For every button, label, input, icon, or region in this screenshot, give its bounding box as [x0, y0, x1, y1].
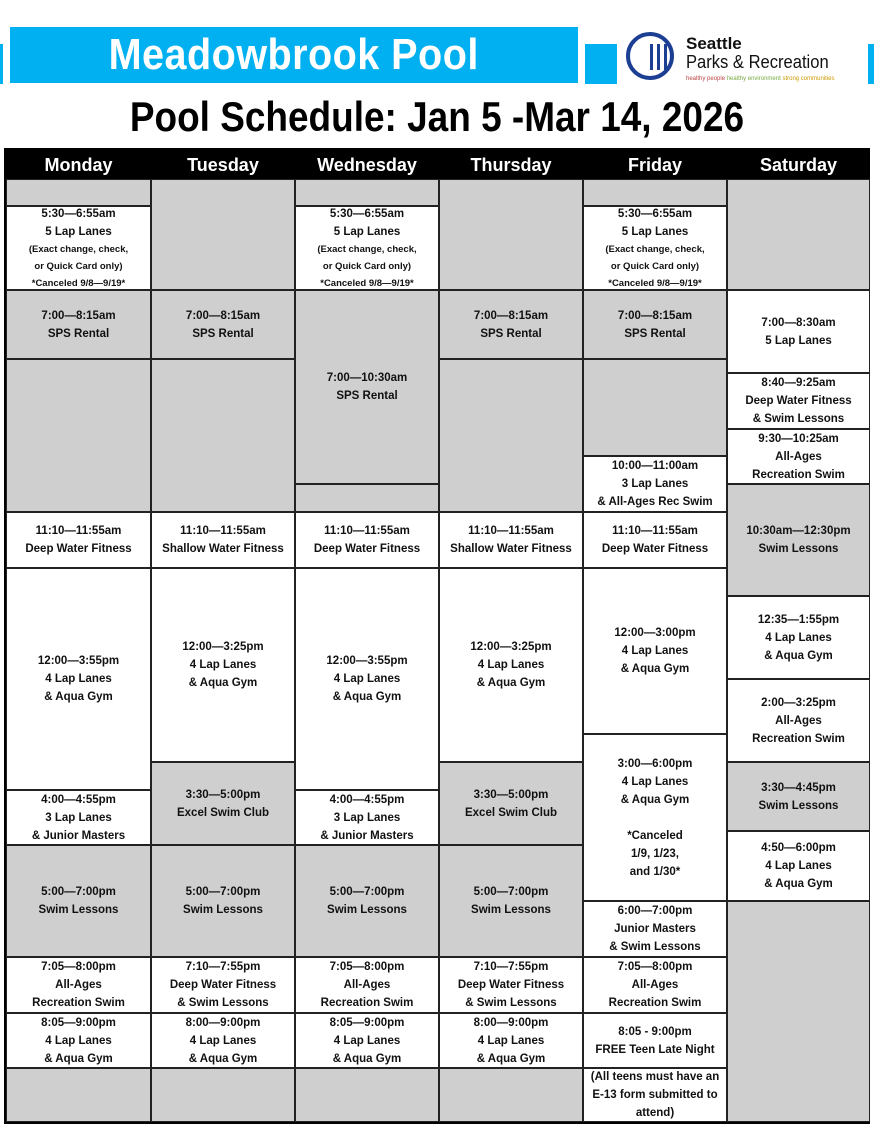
slot-note: or Quick Card only)	[322, 260, 412, 272]
schedule-slot	[151, 1013, 295, 1068]
slot-text: 4 Lap Lanes	[333, 673, 401, 685]
title-banner	[10, 27, 578, 83]
slot-text: 8:00—9:00pm	[185, 1016, 261, 1029]
schedule-slot	[151, 957, 295, 1013]
seattle-parks-logo	[624, 30, 864, 86]
slot-text: & Aqua Gym	[44, 691, 113, 703]
slot-text: & Junior Masters	[31, 829, 126, 842]
slot-text: 4 Lap Lanes	[765, 631, 832, 644]
slot-text: 7:10—7:55pm	[473, 961, 549, 973]
slot-text: SPS Rental	[192, 327, 254, 340]
slot-text: 5:30—6:55am	[329, 207, 405, 220]
schedule-slot	[583, 206, 727, 290]
slot-text: 8:05 - 9:00pm	[618, 1025, 692, 1038]
slot-text: 4 Lap Lanes	[765, 860, 832, 872]
schedule-slot	[583, 456, 727, 512]
schedule-slot	[727, 290, 870, 373]
slot-text: & Aqua Gym	[764, 649, 833, 662]
slot-note: (Exact change, check,	[605, 243, 705, 255]
schedule-slot	[583, 1068, 727, 1122]
slot-text: 11:10—11:55am	[324, 525, 410, 537]
empty-slot	[583, 179, 727, 206]
slot-text: Swim Lessons	[327, 904, 407, 916]
slot-text: Deep Water Fitness	[601, 543, 709, 555]
slot-text: All-Ages	[631, 979, 679, 991]
schedule-slot	[295, 512, 439, 568]
slot-text: 12:35—1:55pm	[757, 613, 840, 626]
schedule-slot	[6, 568, 151, 790]
slot-text: 5:30—6:55am	[617, 207, 693, 220]
schedule-slot	[439, 568, 583, 762]
slot-text: 10:30am—12:30pm	[746, 525, 851, 537]
slot-text: and 1/30*	[629, 865, 681, 878]
schedule-slot	[151, 512, 295, 568]
slot-text: Deep Water Fitness	[313, 543, 421, 555]
slot-text: E-13 form submitted to	[592, 1089, 718, 1101]
slot-text: 3:30—5:00pm	[473, 788, 549, 801]
schedule-slot	[583, 734, 727, 901]
slot-text: 3:30—4:45pm	[761, 781, 836, 794]
empty-slot	[6, 1068, 151, 1122]
schedule-slot	[583, 901, 727, 957]
slot-text: 7:00—10:30am	[326, 372, 408, 384]
slot-text: & Swim Lessons	[177, 997, 269, 1009]
slot-text: Recreation Swim	[32, 997, 125, 1009]
day-header-saturday: Saturday	[759, 155, 838, 175]
slot-text: Excel Swim Club	[464, 806, 558, 819]
slot-text	[653, 809, 656, 827]
logo-line2: Parks & Recreation	[686, 52, 829, 72]
slot-text: Swim Lessons	[183, 904, 263, 916]
empty-slot	[6, 179, 151, 206]
day-header-tuesday: Tuesday	[187, 155, 259, 175]
slot-text: 3 Lap Lanes	[333, 811, 401, 824]
slot-text: & Swim Lessons	[465, 997, 557, 1009]
schedule-slot	[583, 512, 727, 568]
slot-text: & Swim Lessons	[752, 413, 845, 425]
right-accent-bar	[868, 44, 874, 84]
slot-text: 4 Lap Lanes	[477, 1034, 545, 1047]
slot-text: 5 Lap Lanes	[45, 225, 112, 238]
slot-text: 3:30—5:00pm	[185, 788, 261, 801]
empty-slot	[727, 179, 870, 290]
slot-text: & Aqua Gym	[332, 691, 402, 703]
schedule-slot	[6, 206, 151, 290]
slot-text: 3 Lap Lanes	[45, 811, 112, 824]
schedule-slot	[727, 429, 870, 484]
slot-text: & Aqua Gym	[476, 677, 546, 689]
slot-text: 7:10—7:55pm	[185, 961, 261, 973]
slot-text: SPS Rental	[480, 327, 542, 340]
slot-text: & Aqua Gym	[332, 1052, 402, 1065]
slot-text: 7:00—8:15am	[185, 309, 261, 322]
slot-text: 4:00—4:55pm	[329, 793, 405, 806]
slot-text: & Aqua Gym	[620, 663, 690, 675]
slot-text: *Canceled	[627, 829, 683, 842]
day-header-monday: Monday	[44, 155, 113, 175]
schedule-slot	[439, 512, 583, 568]
schedule-slot	[151, 568, 295, 762]
slot-note: or Quick Card only)	[34, 260, 123, 272]
slot-text: & Aqua Gym	[44, 1052, 113, 1065]
slot-text: 7:00—8:15am	[617, 309, 693, 322]
slot-text: Deep Water Fitness	[169, 979, 277, 991]
seattle-seal-icon	[626, 32, 674, 80]
schedule-slot	[151, 845, 295, 957]
schedule-slot	[727, 484, 870, 596]
slot-note: or Quick Card only)	[610, 260, 700, 272]
slot-text: SPS Rental	[336, 390, 398, 402]
schedule-slot	[727, 596, 870, 679]
slot-text: 10:00—11:00am	[611, 460, 699, 472]
slot-text: & Aqua Gym	[188, 677, 258, 689]
schedule-slot	[439, 290, 583, 359]
slot-text: 5:00—7:00pm	[185, 886, 261, 898]
schedule-slot	[295, 790, 439, 845]
schedule-slot	[295, 206, 439, 290]
slot-text: Excel Swim Club	[176, 806, 270, 819]
slot-text: 12:00—3:25pm	[470, 641, 552, 653]
schedule-slot	[583, 957, 727, 1013]
slot-text: 5:00—7:00pm	[473, 886, 549, 898]
left-accent-bar	[0, 44, 3, 84]
schedule-slot	[6, 957, 151, 1013]
slot-text: & Swim Lessons	[609, 941, 701, 953]
slot-note: (Exact change, check,	[28, 243, 129, 255]
slot-text: 5:00—7:00pm	[329, 886, 405, 898]
schedule-slot	[6, 790, 151, 845]
schedule-table	[4, 148, 870, 1124]
slot-text: 11:10—11:55am	[180, 525, 266, 537]
slot-text: 8:05—9:00pm	[329, 1016, 405, 1029]
slot-text: & Aqua Gym	[188, 1052, 258, 1065]
slot-text: 12:00—3:55pm	[37, 655, 120, 667]
schedule-slot	[295, 1013, 439, 1068]
schedule-slot	[6, 845, 151, 957]
slot-text: All-Ages	[775, 714, 822, 727]
slot-text: 12:00—3:25pm	[182, 641, 264, 653]
empty-slot	[295, 484, 439, 512]
slot-text: All-Ages	[55, 979, 102, 991]
empty-slot	[151, 359, 295, 512]
empty-slot	[583, 359, 727, 456]
slot-text: attend)	[635, 1107, 675, 1119]
slot-text: 4 Lap Lanes	[45, 673, 112, 685]
empty-slot	[151, 179, 295, 290]
empty-slot	[727, 901, 870, 1122]
schedule-slot	[439, 957, 583, 1013]
pool-name: Meadowbrook Pool	[108, 30, 480, 79]
schedule-slot	[583, 1013, 727, 1068]
slot-text: Deep Water Fitness	[457, 979, 565, 991]
empty-slot	[151, 1068, 295, 1122]
schedule-slot	[583, 290, 727, 359]
slot-text: 4 Lap Lanes	[45, 1034, 112, 1047]
slot-text: 2:00—3:25pm	[761, 696, 836, 709]
schedule-slot	[295, 290, 439, 484]
schedule-slot	[6, 512, 151, 568]
slot-text: (All teens must have an	[590, 1071, 720, 1083]
slot-text: 8:00—9:00pm	[473, 1016, 549, 1029]
slot-text: Swim Lessons	[758, 543, 839, 555]
schedule-slot	[583, 568, 727, 734]
slot-text: Recreation Swim	[752, 468, 845, 481]
slot-text: 11:10—11:55am	[468, 525, 554, 537]
slot-text: Recreation Swim	[752, 732, 845, 745]
schedule-slot	[727, 373, 870, 429]
slot-text: Swim Lessons	[38, 904, 119, 916]
slot-text: 8:40—9:25am	[761, 377, 836, 389]
slot-text: 7:05—8:00pm	[617, 961, 693, 973]
slot-text: All-Ages	[343, 979, 391, 991]
slot-text: & Aqua Gym	[764, 878, 833, 890]
slot-text: 11:10—11:55am	[35, 525, 122, 537]
day-header-thursday: Thursday	[470, 155, 552, 175]
schedule-slot	[439, 845, 583, 957]
slot-text: 7:00—8:15am	[473, 309, 549, 322]
schedule-slot	[151, 762, 295, 845]
empty-slot	[6, 359, 151, 512]
slot-text: 3 Lap Lanes	[621, 478, 689, 490]
slot-text: 4 Lap Lanes	[333, 1034, 401, 1047]
slot-text: Junior Masters	[614, 923, 696, 935]
slot-text: 12:00—3:55pm	[326, 655, 408, 667]
schedule-slot	[727, 679, 870, 762]
empty-slot	[439, 179, 583, 290]
day-header-wednesday: Wednesday	[317, 155, 417, 175]
slot-text: 5:00—7:00pm	[41, 886, 116, 898]
slot-text: 4 Lap Lanes	[477, 659, 545, 671]
slot-text: & Aqua Gym	[476, 1052, 546, 1065]
slot-text: 4:50—6:00pm	[761, 842, 836, 854]
slot-text: 5 Lap Lanes	[333, 225, 401, 238]
schedule-slot	[727, 831, 870, 901]
slot-text: 5 Lap Lanes	[621, 225, 689, 238]
slot-text: & All-Ages Rec Swim	[597, 496, 713, 508]
slot-note: *Canceled 9/8—9/19*	[320, 277, 414, 289]
slot-text: Deep Water Fitness	[25, 543, 132, 555]
slot-text: 5:30—6:55am	[41, 207, 116, 220]
schedule-slot	[6, 290, 151, 359]
schedule-slot	[151, 290, 295, 359]
slot-text: 9:30—10:25am	[758, 432, 839, 445]
slot-text: 7:00—8:15am	[41, 309, 116, 322]
empty-slot	[439, 1068, 583, 1122]
schedule-slot	[439, 762, 583, 845]
slot-text: 11:10—11:55am	[612, 525, 698, 537]
slot-text: All-Ages	[775, 450, 822, 463]
accent-block	[585, 44, 617, 84]
slot-text: SPS Rental	[624, 327, 686, 340]
slot-note: *Canceled 9/8—9/19*	[31, 277, 126, 289]
logo-tagline: healthy people healthy environment strong communities	[686, 76, 835, 82]
slot-text: 7:05—8:00pm	[329, 961, 405, 973]
slot-text: 4:00—4:55pm	[41, 793, 116, 806]
schedule-title: Pool Schedule: Jan 5 -Mar 14, 2026	[129, 93, 745, 140]
slot-text: & Aqua Gym	[620, 793, 690, 806]
schedule-slot	[439, 1013, 583, 1068]
slot-text: 4 Lap Lanes	[189, 1034, 257, 1047]
slot-text: & Junior Masters	[320, 829, 414, 842]
slot-note: (Exact change, check,	[317, 243, 417, 255]
slot-note: *Canceled 9/8—9/19*	[608, 277, 702, 289]
slot-text: 7:05—8:00pm	[41, 961, 116, 973]
slot-text: SPS Rental	[47, 327, 110, 340]
slot-text: 1/9, 1/23,	[631, 847, 679, 860]
slot-text: FREE Teen Late Night	[595, 1043, 715, 1056]
slot-text: Recreation Swim	[320, 997, 414, 1009]
schedule-slot	[727, 762, 870, 831]
slot-text: 7:00—8:30am	[761, 316, 836, 329]
slot-text: 6:00—7:00pm	[617, 905, 693, 917]
schedule-slot	[295, 568, 439, 790]
empty-slot	[439, 359, 583, 512]
slot-text: 4 Lap Lanes	[621, 645, 689, 657]
slot-text: Swim Lessons	[758, 799, 839, 812]
slot-text: Recreation Swim	[608, 997, 702, 1009]
schedule-slot	[295, 957, 439, 1013]
slot-text: Shallow Water Fitness	[450, 543, 572, 555]
empty-slot	[295, 1068, 439, 1122]
empty-slot	[295, 179, 439, 206]
day-header-friday: Friday	[627, 155, 683, 175]
schedule-slot	[295, 845, 439, 957]
slot-text: Swim Lessons	[471, 904, 551, 916]
logo-line1: Seattle	[686, 34, 742, 53]
slot-text: Shallow Water Fitness	[162, 543, 284, 555]
slot-text: Deep Water Fitness	[745, 395, 852, 407]
slot-text: 4 Lap Lanes	[621, 775, 689, 788]
slot-text: 8:05—9:00pm	[41, 1016, 116, 1029]
slot-text: 12:00—3:00pm	[614, 627, 696, 639]
slot-text: 4 Lap Lanes	[189, 659, 257, 671]
slot-text: 3:00—6:00pm	[617, 757, 693, 770]
slot-text: 5 Lap Lanes	[765, 334, 832, 347]
schedule-slot	[6, 1013, 151, 1068]
